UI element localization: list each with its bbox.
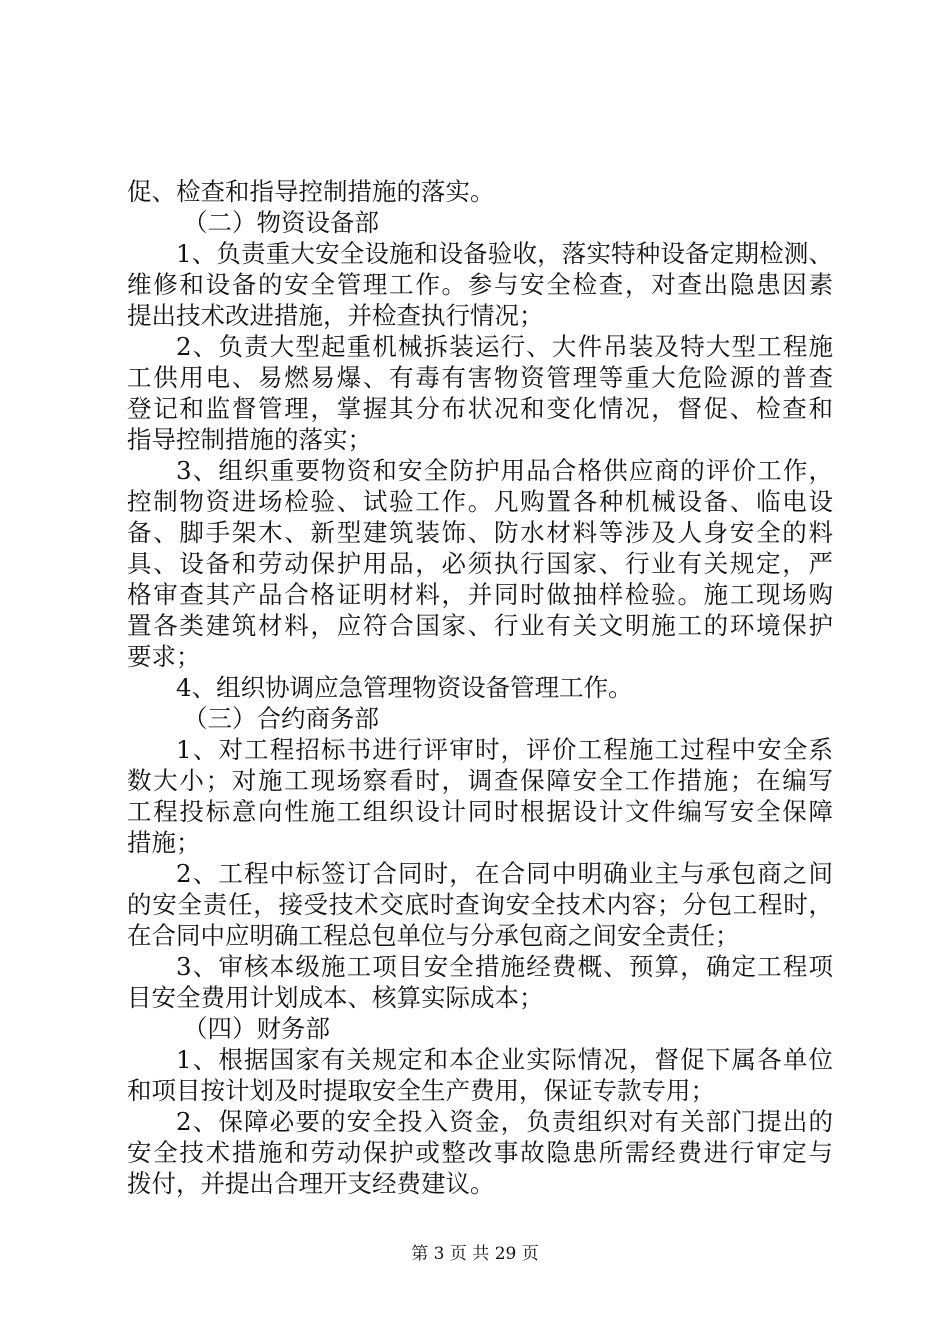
text-line: 置各类建筑材料，应符合国家、行业有关文明施工的环境保护: [127, 611, 833, 640]
text-line: 提出技术改进措施，并检查执行情况；: [127, 301, 544, 330]
text-line: 数大小；对施工现场察看时，调查保障安全工作措施；在编写: [127, 766, 833, 795]
text-line: 备、脚手架木、新型建筑装饰、防水材料等涉及人身安全的料: [127, 518, 833, 547]
section-heading-materials-equipment: （二）物资设备部: [183, 208, 379, 237]
text-line: 1、根据国家有关规定和本企业实际情况，督促下属各单位: [176, 1045, 833, 1074]
text-line: 控制物资进场检验、试验工作。凡购置各种机械设备、临电设: [127, 487, 833, 516]
text-line: 格审查其产品合格证明材料，并同时做抽样检验。施工现场购: [127, 580, 833, 609]
text-line: 4、组织协调应急管理物资设备管理工作。: [176, 673, 633, 702]
text-line: 在合同中应明确工程总包单位与分承包商之间安全责任；: [127, 921, 740, 950]
document-body: [127, 176, 833, 1199]
text-line: 维修和设备的安全管理工作。参与安全检查，对查出隐患因素: [127, 270, 833, 299]
text-line: 目安全费用计划成本、核算实际成本；: [127, 983, 544, 1012]
text-line: 2、工程中标签订合同时，在合同中明确业主与承包商之间: [176, 859, 833, 888]
text-line: 具、设备和劳动保护用品，必须执行国家、行业有关规定，严: [127, 549, 833, 578]
text-line: 1、对工程招标书进行评审时，评价工程施工过程中安全系: [176, 735, 833, 764]
text-line: 拨付，并提出合理开支经费建议。: [127, 1169, 495, 1198]
text-line: 3、组织重要物资和安全防护用品合格供应商的评价工作，: [176, 456, 833, 485]
text-line: 指导控制措施的落实；: [127, 425, 372, 454]
text-line: 促、检查和指导控制措施的落实。: [127, 177, 495, 206]
text-line: 工供用电、易燃易爆、有毒有害物资管理等重大危险源的普查: [127, 363, 833, 392]
section-heading-finance: （四）财务部: [183, 1014, 330, 1043]
text-line: 1、负责重大安全设施和设备验收，落实特种设备定期检测、: [176, 239, 833, 268]
text-line: 的安全责任，接受技术交底时查询安全技术内容；分包工程时，: [127, 890, 833, 919]
text-line: 工程投标意向性施工组织设计同时根据设计文件编写安全保障: [127, 797, 833, 826]
text-line: 登记和监督管理，掌握其分布状况和变化情况，督促、检查和: [127, 394, 833, 423]
text-line: 2、保障必要的安全投入资金，负责组织对有关部门提出的: [176, 1107, 833, 1136]
page-number-footer: 第 3 页 共 29 页: [411, 1244, 539, 1264]
text-line: 措施；: [127, 828, 201, 857]
text-line: 和项目按计划及时提取安全生产费用，保证专款专用；: [127, 1076, 715, 1105]
text-line: 安全技术措施和劳动保护或整改事故隐患所需经费进行审定与: [127, 1138, 833, 1167]
section-heading-contracts-business: （三）合约商务部: [183, 704, 379, 733]
text-line: 3、审核本级施工项目安全措施经费概、预算，确定工程项: [176, 952, 833, 981]
text-line: 要求；: [127, 642, 201, 671]
text-line: 2、负责大型起重机械拆装运行、大件吊装及特大型工程施: [176, 332, 833, 361]
